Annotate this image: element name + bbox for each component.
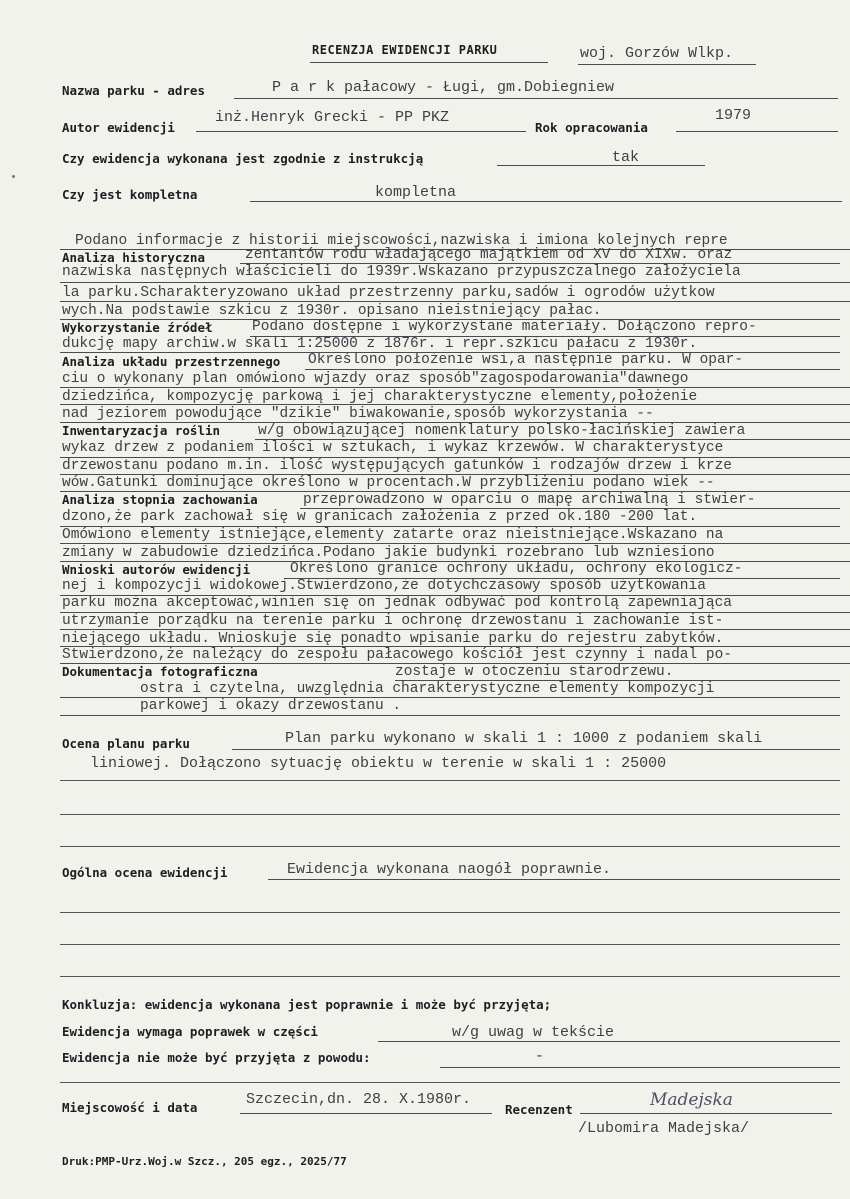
body-line: Stwierdzono,że należący do zespołu pałacowego kościół jest czynny i nadal po- (62, 647, 733, 663)
body-line: zmiany w zabudowie dziedzińca.Podano jakie budynki rozebrano lub wzniesiono (62, 545, 715, 561)
complete-underline (250, 201, 842, 202)
body-underline (60, 282, 850, 283)
sources-label: Wykorzystanie źródeł (62, 320, 213, 335)
overall-label: Ogólna ocena ewidencji (62, 865, 228, 880)
plan-line: Plan parku wykonano w skali 1 : 1000 z podaniem skali (285, 730, 763, 747)
body-underline (60, 249, 850, 250)
body-line: Omówiono elementy istniejące,elementy zatarte oraz nieistniejące.Wskazano na (62, 527, 724, 543)
plan-rule (60, 846, 840, 847)
plan-underline (232, 749, 840, 750)
year-underline (676, 131, 838, 132)
body-underline (60, 422, 850, 423)
photo-doc-underline (395, 680, 840, 681)
body-line: nad jeziorem powodujące "dzikie" biwakowanie,sposób wykorzystania -- (62, 406, 654, 422)
region-underline (578, 64, 756, 65)
body-underline (60, 526, 840, 527)
body-line: drzewostanu podano m.in. ilość występujących gatunków i rodzajów drzew i krze (62, 458, 733, 474)
body-underline (60, 561, 850, 562)
overall-rule (60, 912, 840, 913)
preservation-label: Analiza stopnia zachowania (62, 492, 258, 507)
body-line: przeprowadzono w oparciu o mapę archiwalną i stwier- (303, 492, 756, 508)
margin-mark (12, 175, 15, 178)
plants-label: Inwentaryzacja roślin (62, 423, 221, 438)
instruction-value: tak (612, 149, 640, 166)
signature-underline (580, 1113, 832, 1114)
reviewer-name: /Lubomira Madejska/ (578, 1120, 750, 1137)
fix-underline (378, 1041, 840, 1042)
body-line: dukcję mapy archiw.w skali 1:25000 z 1876r. i repr.szkicu pałacu z 1930r. (62, 336, 698, 352)
reject-value: - (535, 1048, 545, 1065)
plan-rule (60, 814, 840, 815)
body-underline (305, 369, 840, 370)
reject-underline (440, 1067, 840, 1068)
instruction-underline (497, 165, 705, 166)
body-underline (60, 387, 850, 388)
body-line: wykaz drzew z podaniem ilości w sztukach, i wykaz krzewów. W charakterystyce (62, 440, 724, 456)
park-name-value: P a r k pałacowy - Ługi, gm.Dobiegniew (272, 79, 615, 96)
body-underline (60, 629, 850, 630)
photo-doc-underline (60, 715, 840, 716)
print-footer: Druk:PMP-Urz.Woj.w Szcz., 205 egz., 2025/77 (62, 1155, 347, 1168)
body-underline (60, 352, 840, 353)
place-underline (240, 1113, 492, 1114)
body-underline (60, 543, 850, 544)
body-line: dziedzińca, kompozycję parkową i jej charakterystyczne elementy,położenie (62, 389, 698, 405)
body-line: nej i kompozycji widokowej.Stwierdzono,że dotychczasowy sposób użytkowania (62, 578, 706, 594)
body-underline (250, 336, 840, 337)
body-underline (60, 646, 850, 647)
body-underline (300, 508, 840, 509)
year-label: Rok opracowania (535, 120, 648, 135)
reject-label: Ewidencja nie może być przyjęta z powodu: (62, 1050, 371, 1065)
photo-doc-underline (60, 697, 840, 698)
author-underline (196, 131, 526, 132)
reviewer-signature: Madejska (650, 1090, 733, 1110)
body-underline (60, 612, 850, 613)
photo-doc-line: ostra i czytelna, uwzględnia charakterystyczne elementy kompozycji (140, 681, 715, 697)
plan-line: liniowej. Dołączono sytuację obiektu w terenie w skali 1 : 25000 (90, 755, 667, 772)
body-underline (60, 319, 840, 320)
conclusion-rule (60, 1082, 840, 1083)
reviewer-label: Recenzent (505, 1102, 573, 1117)
body-line: Określono położenie wsi,a następnie parku. W opar- (308, 352, 744, 368)
conclusions-label: Wnioski autorów ewidencji (62, 562, 251, 577)
body-underline (60, 595, 850, 596)
body-line: Określono granice ochrony układu, ochrony ekologicz- (290, 561, 743, 577)
body-underline (60, 491, 850, 492)
complete-value: kompletna (375, 184, 457, 201)
body-underline (285, 578, 840, 579)
place-value: Szczecin,dn. 28. X.1980r. (246, 1091, 472, 1108)
spatial-label: Analiza układu przestrzennego (62, 354, 281, 369)
photo-doc-label: Dokumentacja fotograficzna (62, 664, 258, 679)
fix-label: Ewidencja wymaga poprawek w części (62, 1024, 318, 1039)
body-underline (60, 474, 850, 475)
body-underline (255, 439, 850, 440)
body-line: Podano informacje z historii miejscowości,nazwiska i imiona kolejnych repre (75, 233, 728, 249)
author-value: inż.Henryk Grecki - PP PKZ (215, 109, 450, 126)
fix-value: w/g uwag w tekście (452, 1024, 615, 1041)
year-value: 1979 (715, 107, 752, 124)
body-line: niejącego układu. Wnioskuje się ponadto wpisanie parku do rejestru zabytków. (62, 631, 724, 647)
overall-underline (268, 879, 840, 880)
historical-label: Analiza historyczna (62, 250, 205, 265)
body-line: nazwiska następnych właścicieli do 1939r.Wskazano przypuszczalnego założyciela (62, 264, 741, 280)
instruction-label: Czy ewidencja wykonana jest zgodnie z instrukcją (62, 151, 424, 166)
body-line: dzono,że park zachował się w granicach założenia z przed ok.180 -200 lat. (62, 509, 698, 525)
plan-label: Ocena planu parku (62, 736, 190, 751)
place-label: Miejscowość i data (62, 1100, 198, 1115)
body-underline (60, 457, 850, 458)
title-underline (310, 62, 548, 63)
body-line: utrzymanie porządku na terenie parku i ochronę drzewostanu i zachowanie ist- (62, 613, 724, 629)
overall-rule (60, 944, 840, 945)
body-underline (60, 404, 850, 405)
form-title: RECENZJA EWIDENCJI PARKU (312, 43, 498, 57)
body-line: Podano dostępne i wykorzystane materiały. Dołączono repro- (252, 319, 757, 335)
body-line: zostaje w otoczeniu starodrzewu. (395, 664, 674, 680)
body-line: ciu o wykonany plan omówiono wjazdy oraz sposób"zagospodarowania"dawnego (62, 371, 689, 387)
plan-rule (60, 780, 840, 781)
author-label: Autor ewidencji (62, 120, 175, 135)
conclusion-line: Konkluzja: ewidencja wykonana jest poprawnie i może być przyjęta; (62, 997, 552, 1012)
park-name-underline (234, 98, 838, 99)
body-underline (240, 263, 840, 264)
body-line: w/g obowiązującej nomenklatury polsko-łacińskiej zawiera (258, 423, 746, 439)
body-line: wów.Gatunki dominujące określono w procentach.W przybliżeniu podano wiek -- (62, 475, 715, 491)
body-line: parku można akceptować,winien się on jednak odbywać pod kontrolą zapewniająca (62, 595, 733, 611)
body-underline (60, 301, 850, 302)
body-line: la parku.Scharakteryzowano układ przestrzenny parku,sadów i ogrodów użytkow (62, 285, 715, 301)
body-line: wych.Na podstawie szkicu z 1930r. opisano nieistniejący pałac. (62, 303, 602, 319)
overall-rule (60, 976, 840, 977)
overall-value: Ewidencja wykonana naogół poprawnie. (287, 861, 612, 878)
photo-doc-line: parkowej i okazy drzewostanu . (140, 698, 402, 714)
region-text: woj. Gorzów Wlkp. (580, 45, 734, 62)
complete-label: Czy jest kompletna (62, 187, 198, 202)
body-line: zentantów rodu władającego majątkiem od XV do XIXw. oraz (245, 247, 733, 263)
park-name-label: Nazwa parku - adres (62, 83, 205, 98)
